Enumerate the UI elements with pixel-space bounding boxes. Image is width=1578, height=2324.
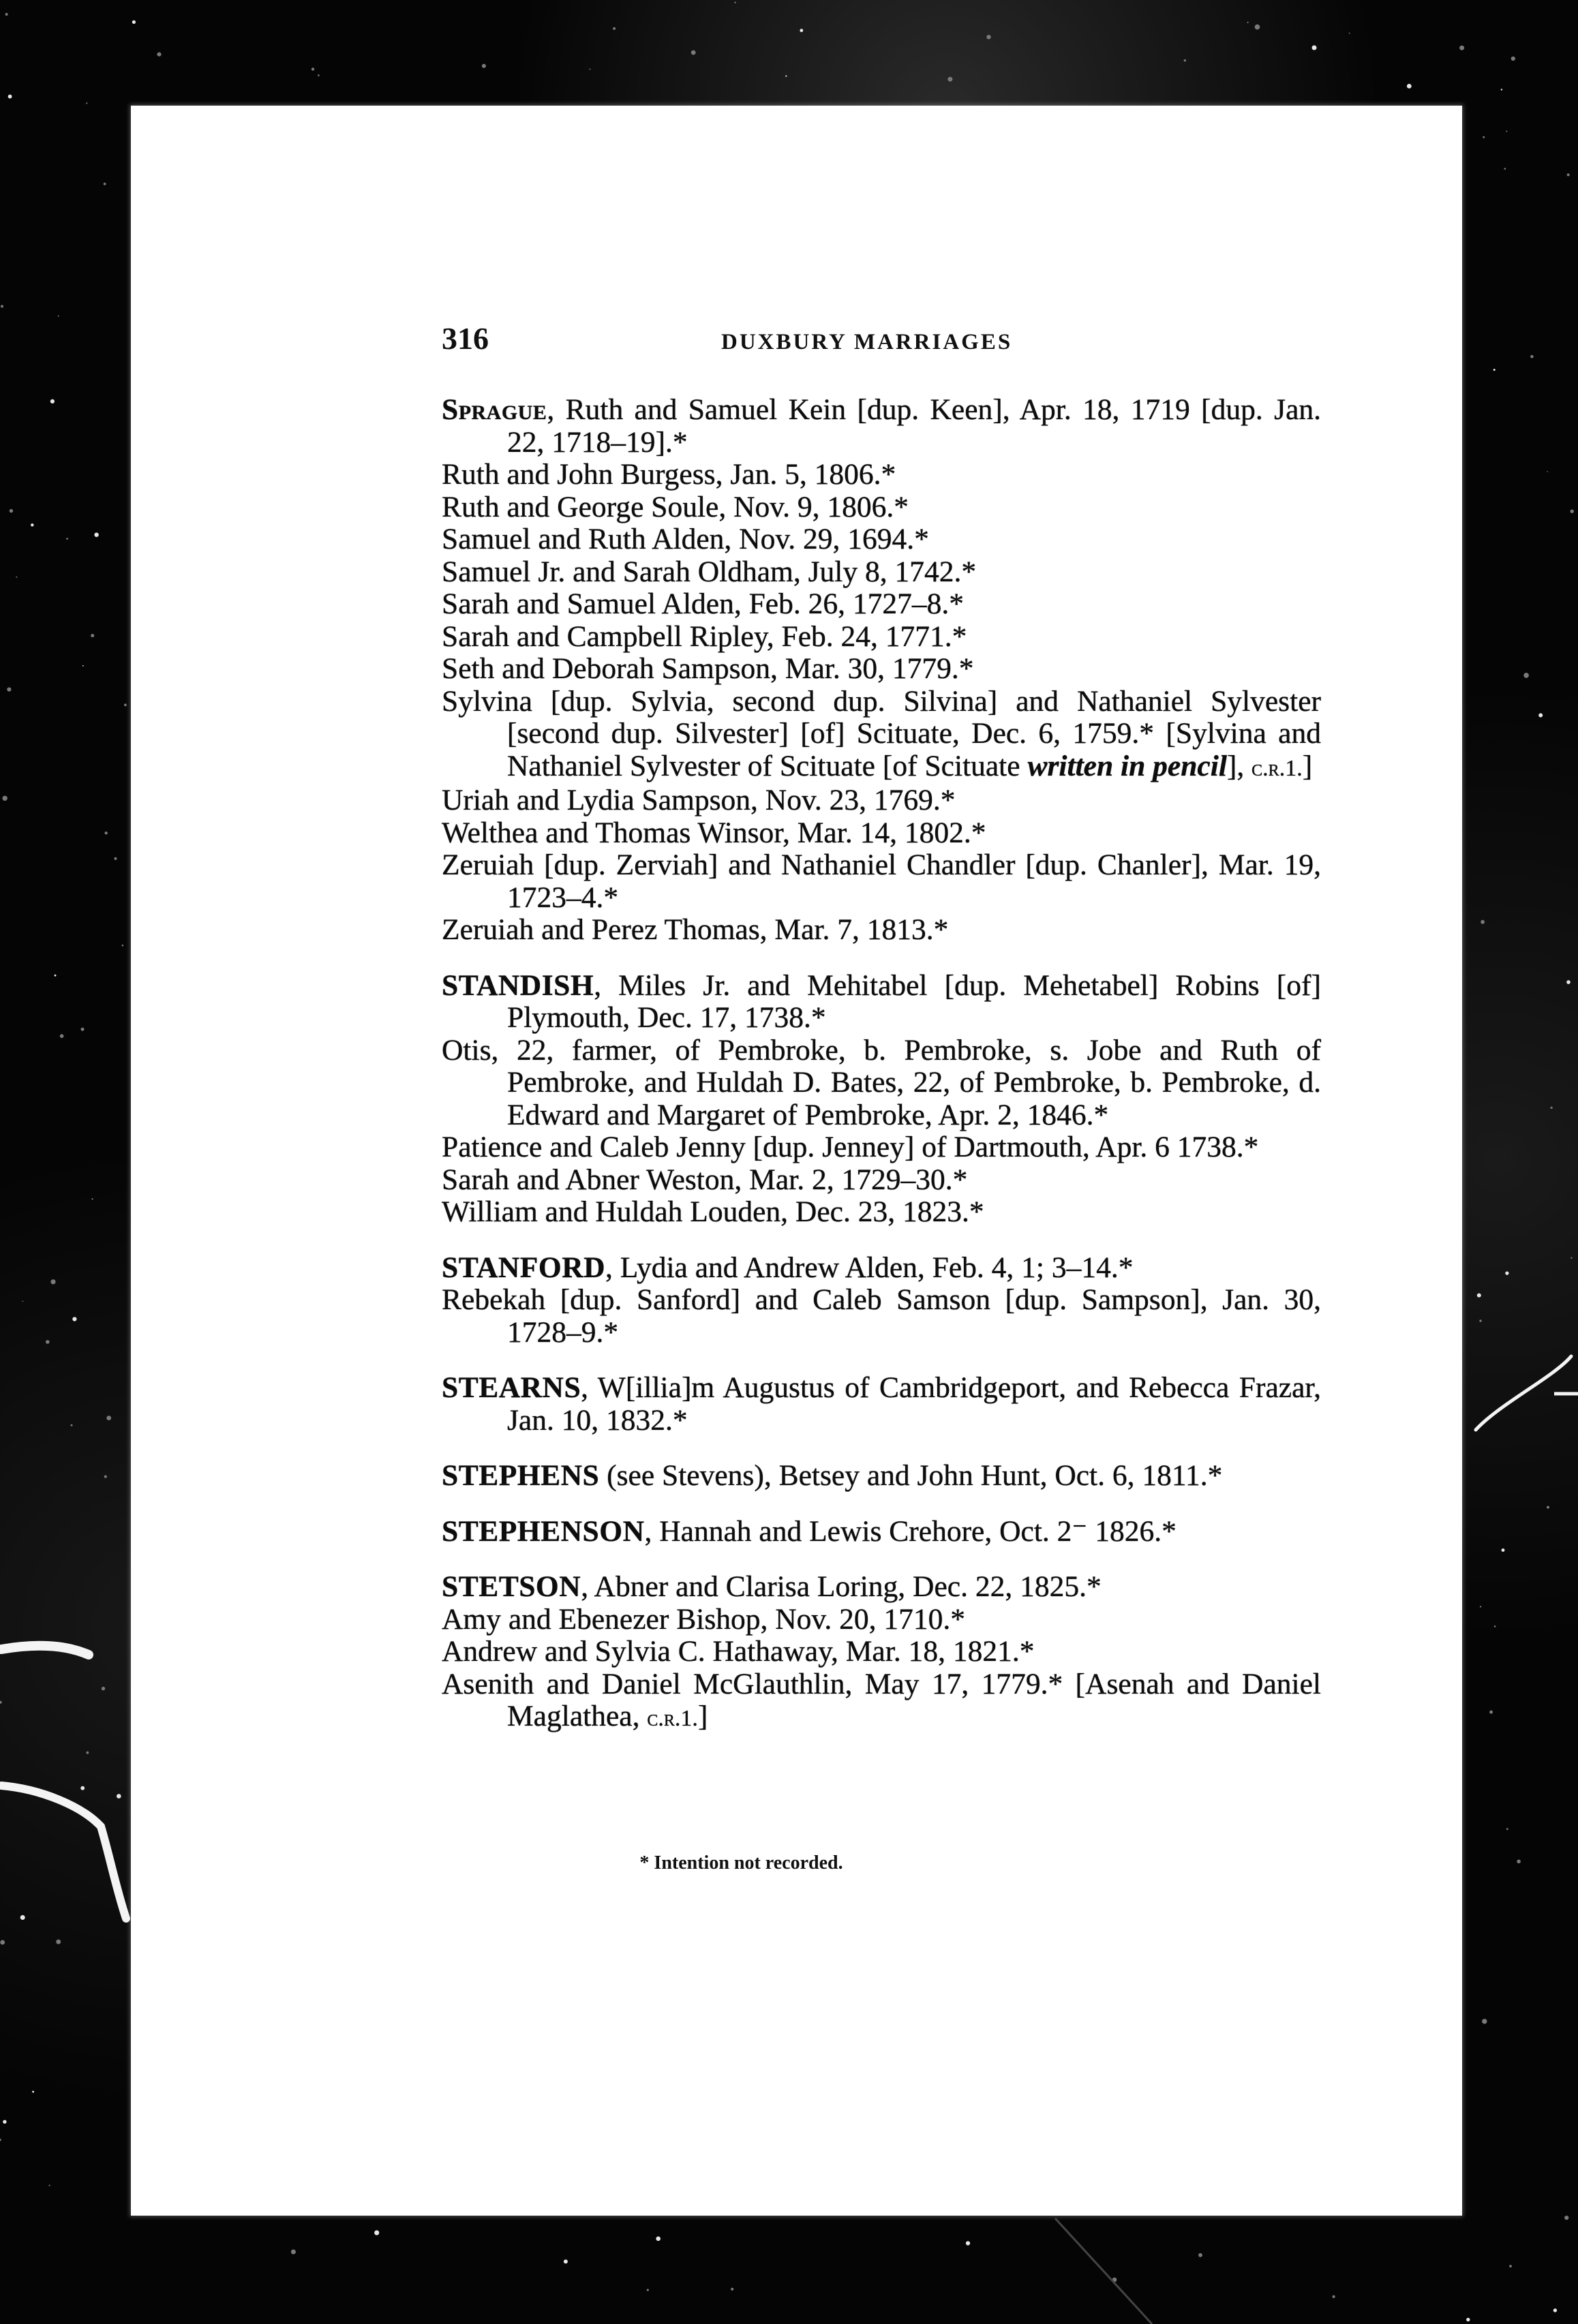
surname: STEPHENS: [442, 1459, 600, 1492]
page-title: DUXBURY MARRIAGES: [721, 330, 1013, 354]
entry-text: Samuel and Ruth Alden, Nov. 29, 1694.*: [442, 523, 929, 555]
entry-text: Sylvina [dup. Sylvia, second dup. Silvina] and Nathaniel Sylvester [second dup. Silvester] [of] Scituate, Dec. 6, 1759.* [Sylvina and Nathaniel Sylvester of Scituate [of Scituate: [442, 684, 1321, 782]
entry-text: Zeruiah [dup. Zerviah] and Nathaniel Chandler [dup. Chanler], Mar. 19, 1723–4.*: [442, 848, 1321, 914]
entry-text: , Ruth and Samuel Kein [dup. Keen], Apr. 18, 1719 [dup. Jan. 22, 1718–19].*: [507, 393, 1321, 459]
entry-text: , Abner and Clarisa Loring, Dec. 22, 1825.*: [581, 1570, 1102, 1603]
entry-text: Andrew and Sylvia C. Hathaway, Mar. 18, 1821.*: [442, 1635, 1035, 1668]
surname: STANDISH: [442, 968, 594, 1002]
entry-text: Rebekah [dup. Sanford] and Caleb Samson [dup. Sampson], Jan. 30, 1728–9.*: [442, 1283, 1321, 1349]
scratch-left-lower: [1, 1786, 126, 1918]
entry-text: Amy and Ebenezer Bishop, Nov. 20, 1710.*: [442, 1602, 965, 1636]
surname: STANFORD: [442, 1251, 606, 1284]
entry-text: Ruth and George Soule, Nov. 9, 1806.*: [442, 490, 909, 523]
entry-text: Welthea and Thomas Winsor, Mar. 14, 1802.*: [442, 816, 986, 849]
footnote: * Intention not recorded.: [639, 1852, 843, 1874]
entry-text: Samuel Jr. and Sarah Oldham, July 8, 1742.*: [442, 555, 977, 588]
entry-text: Uriah and Lydia Sampson, Nov. 23, 1769.*: [442, 784, 956, 816]
surname: STEARNS: [442, 1371, 581, 1404]
entry-text: Sarah and Samuel Alden, Feb. 26, 1727–8.*: [442, 587, 964, 620]
entry-text: William and Huldah Louden, Dec. 23, 1823.*: [442, 1195, 984, 1228]
scratch-left-upper: [1, 1646, 89, 1655]
page-number: 316: [442, 321, 489, 356]
entry-text: , Hannah and Lewis Crehore, Oct. 2⁻ 1826.*: [644, 1514, 1177, 1548]
church-record-ref: c.r.1.: [1251, 755, 1303, 781]
entry-text: ]: [697, 1700, 708, 1732]
entry-text: ]: [1302, 749, 1313, 782]
church-record-ref: c.r.1.: [647, 1706, 698, 1731]
entry-text: , Lydia and Andrew Alden, Feb. 4, 1; 3–14.*: [605, 1251, 1134, 1284]
entry-text: Ruth and John Burgess, Jan. 5, 1806.*: [442, 458, 896, 491]
entry-text: Otis, 22, farmer, of Pembroke, b. Pembroke, s. Jobe and Ruth of Pembroke, and Huldah D. Bates, 22, of Pembroke, b. Pembroke, d. Edward and Margaret of Pembroke, Apr. 2, 1846.*: [442, 1033, 1321, 1131]
entry-text: Seth and Deborah Sampson, Mar. 30, 1779.*: [442, 652, 974, 685]
surname: Sprague: [442, 393, 547, 426]
entry-text: Sarah and Campbell Ripley, Feb. 24, 1771.*: [442, 620, 967, 653]
entry-italic-note: written in pencil: [1027, 749, 1227, 782]
entry-text: Asenith and Daniel McGlauthlin, May 17, 1779.* [Asenah and Daniel Maglathea,: [442, 1667, 1321, 1732]
entry-text: Patience and Caleb Jenny [dup. Jenney] of Dartmouth, Apr. 6 1738.*: [442, 1131, 1259, 1163]
surname: STETSON: [442, 1570, 581, 1603]
entry-text: ],: [1226, 749, 1252, 782]
surname: STEPHENSON: [442, 1514, 645, 1548]
entry-text: , W[illia]m Augustus of Cambridgeport, and Rebecca Frazar, Jan. 10, 1832.*: [507, 1371, 1321, 1437]
entry-text: , Miles Jr. and Mehitabel [dup. Mehetabel] Robins [of] Plymouth, Dec. 17, 1738.*: [507, 968, 1321, 1034]
scratch-bottom: [1055, 2218, 1152, 2324]
entry-text: (see Stevens), Betsey and John Hunt, Oct. 6, 1811.*: [599, 1459, 1223, 1492]
entry-text: Sarah and Abner Weston, Mar. 2, 1729–30.*: [442, 1163, 968, 1196]
entry-text: Zeruiah and Perez Thomas, Mar. 7, 1813.*: [442, 913, 949, 946]
